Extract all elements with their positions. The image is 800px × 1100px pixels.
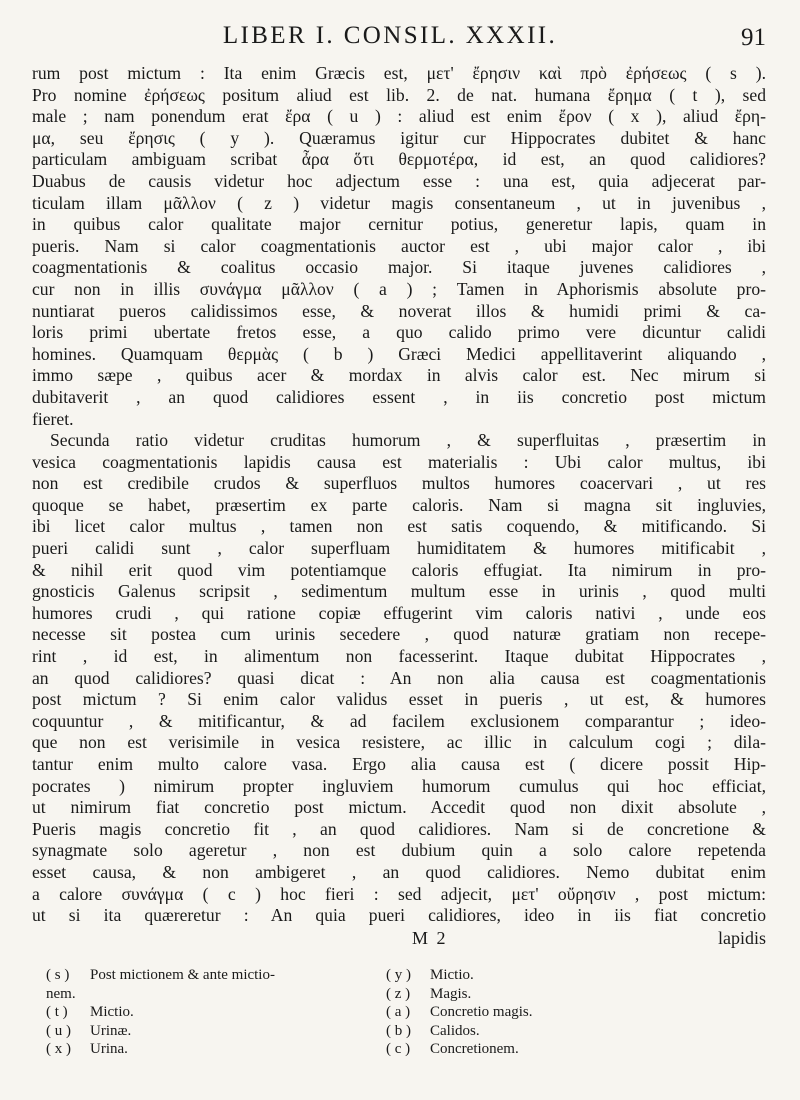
text-line: nuntiarat pueros calidissimos esse, & noverat illos & humidi primi & ca- — [32, 300, 766, 321]
footnote-text: Urinæ. — [90, 1022, 132, 1039]
text-line: Pro nomine ἐρήσεως positum aliud est lib. 2. de nat. humana ἔρημα ( t ), sed — [32, 84, 766, 105]
footnote — [386, 1040, 716, 1059]
text-line: esset causa, & non ambigeret , an quod calidiores. Nemo dubitat enim — [32, 861, 766, 882]
footnote-mark: ( s ) — [46, 967, 70, 983]
signature-mark: M 2 — [412, 928, 448, 948]
body-text — [32, 63, 766, 927]
footnote — [46, 966, 376, 985]
text-line: ibi licet calor multus , tamen non est satis coquendo, & mitificando. Si — [32, 516, 766, 537]
footnote-mark: ( x ) — [46, 1041, 71, 1058]
footnote-text: Post mictionem & ante mictio- — [90, 967, 275, 983]
text-line: a calore συνάγμα ( c ) hoc fieri : sed adjecit, μετ' οὔρησιν , post mictum: — [32, 883, 766, 904]
text-line: fieret. — [32, 408, 74, 429]
text-line: ut nimirum fiat concretio post mictum. Accedit quod non dixit absolute , — [32, 797, 766, 818]
text-line: rint , id est, in alimentum non facesserint. Itaque dubitat Hippocrates , — [32, 646, 766, 667]
text-line: quoque se habet, præsertim ex parte caloris. Nam si magna sit ingluvies, — [32, 494, 766, 515]
text-line: loris primi ubertate fretos esse, a quo calido primo vere dicuntur calidi — [32, 322, 766, 343]
text-line: male ; nam ponendum erat ἔρα ( u ) : aliud est enim ἔρον ( x ), aliud ἔρη- — [32, 106, 766, 127]
text-line: necesse sit postea cum urinis secedere , quod naturæ gratiam non recepe- — [32, 624, 766, 645]
footnote — [46, 1040, 376, 1059]
running-title: LIBER I. CONSIL. XXXII. — [222, 22, 558, 49]
text-line: ut si ita quæreretur : An quia pueri calidiores, ideo in iis fiat concretio — [32, 905, 766, 926]
footnote — [386, 966, 716, 985]
footnote-text: Concretio magis. — [430, 1004, 533, 1021]
footnote-mark: ( b ) — [386, 1022, 411, 1039]
text-line: an quod calidiores? quasi dicat : An non alia causa est coagmentationis — [32, 667, 766, 688]
text-line: pocrates ) nimirum propter ingluviem humorum cumulus qui hoc efficiat, — [32, 775, 766, 796]
text-line: μα, seu ἔρησις ( y ). Quæramus igitur cur Hippocrates dubitet & hanc — [32, 127, 766, 148]
text-line: vesica coagmentationis lapidis causa est materialis : Ubi calor multus, ibi — [32, 451, 766, 472]
text-line: que non est verisimile in vesica resistere, ac illic in calculum cogi ; dila- — [32, 732, 766, 753]
text-line: Pueris magis concretio fit , an quod calidiores. Nam si de concretione & — [32, 818, 766, 839]
text-line: post mictum ? Si enim calor validus esset in pueris , ut est, & humores — [32, 689, 766, 710]
text-line: rum post mictum : Ita enim Græcis est, μετ' ἔρησιν καὶ πρὸ ἐρήσεως ( s ). — [32, 63, 766, 83]
catchword: lapidis — [718, 928, 766, 948]
text-line: gnosticis Galenus scripsit , sedimentum multum esse in urinis , quod multi — [32, 581, 766, 602]
footnote — [386, 985, 716, 1004]
text-line: in quibus calor qualitate major cernitur potius, generetur lapis, quam in — [32, 214, 766, 235]
footnote-mark: ( c ) — [386, 1041, 411, 1058]
text-line: cur non in illis συνάγμα μᾶλλον ( a ) ; Tamen in Aphorismis absolute pro- — [32, 278, 766, 299]
footnote-mark: nem. — [46, 985, 76, 1002]
footnote — [46, 1003, 376, 1022]
text-line: Duabus de causis videtur hoc adjectum esse : una est, quia adjecerat par- — [32, 170, 766, 191]
text-line: pueri calidi sunt , calor superfluam humiditatem & humores mitificabit , — [32, 538, 766, 559]
text-line: & nihil erit quod vim potentiamque caloris effugiat. Ita nimirum in pro- — [32, 559, 766, 580]
footnote-text: Mictio. — [90, 1004, 134, 1021]
text-line: non est credibile crudos & superfluos multos humores coacervari , ut res — [32, 473, 766, 494]
footnote-text: Magis. — [430, 985, 472, 1002]
text-line: ticulam illam μᾶλλον ( z ) videtur magis consentaneum , ut in juvenibus , — [32, 192, 766, 213]
signature-row — [32, 928, 766, 950]
text-line: immo sæpe , quibus acer & mordax in alvis calor est. Nec mirum si — [32, 365, 766, 386]
footnote — [386, 1003, 716, 1022]
footnotes-left-column — [46, 966, 376, 1059]
text-line: particulam ambiguam scribat ἆρα ὅτι θερμοτέρα, id est, an quod calidiores? — [32, 149, 766, 170]
footnote-text: Concretionem. — [430, 1041, 519, 1058]
footnote-mark: ( t ) — [46, 1004, 68, 1021]
text-line: coagmentationis & coalitus occasio major. Si itaque juvenes calidiores , — [32, 257, 766, 278]
footnote-mark: ( a ) — [386, 1004, 411, 1021]
text-line: synagmate solo ageretur , non est dubium quin a solo calore repetenda — [32, 840, 766, 861]
footnote-mark: ( u ) — [46, 1022, 71, 1039]
page-header — [0, 22, 800, 56]
page-number: 91 — [741, 24, 766, 51]
footnote-mark: ( y ) — [386, 967, 411, 983]
text-line: dubitaverit , an quod calidiores essent , in iis concretio post mictum — [32, 386, 766, 407]
footnote — [46, 1022, 376, 1041]
footnote — [46, 985, 376, 1004]
text-line: pueris. Nam si calor coagmentationis auctor est , ubi major calor , ibi — [32, 235, 766, 256]
footnote-mark: ( z ) — [386, 985, 411, 1002]
text-line: tantur enim multo calore vasa. Ergo alia causa est ( dicere possit Hip- — [32, 754, 766, 774]
footnote-text: Urina. — [90, 1041, 128, 1058]
footnotes-right-column — [386, 966, 716, 1059]
footnote-text: Calidos. — [430, 1022, 480, 1039]
text-line: humores crudi , qui ratione copiæ effugerint vim caloris nativi , unde eos — [32, 602, 766, 623]
footnote — [386, 1022, 716, 1041]
footnote-text: Mictio. — [430, 967, 474, 983]
text-line: Secunda ratio videtur cruditas humorum , & superfluitas , præsertim in — [50, 430, 766, 451]
text-line: homines. Quamquam θερμὰς ( b ) Græci Medici appellitaverint aliquando , — [32, 343, 766, 364]
text-line: coquuntur , & mitificantur, & ad facilem exclusionem comparantur ; ideo- — [32, 710, 766, 731]
